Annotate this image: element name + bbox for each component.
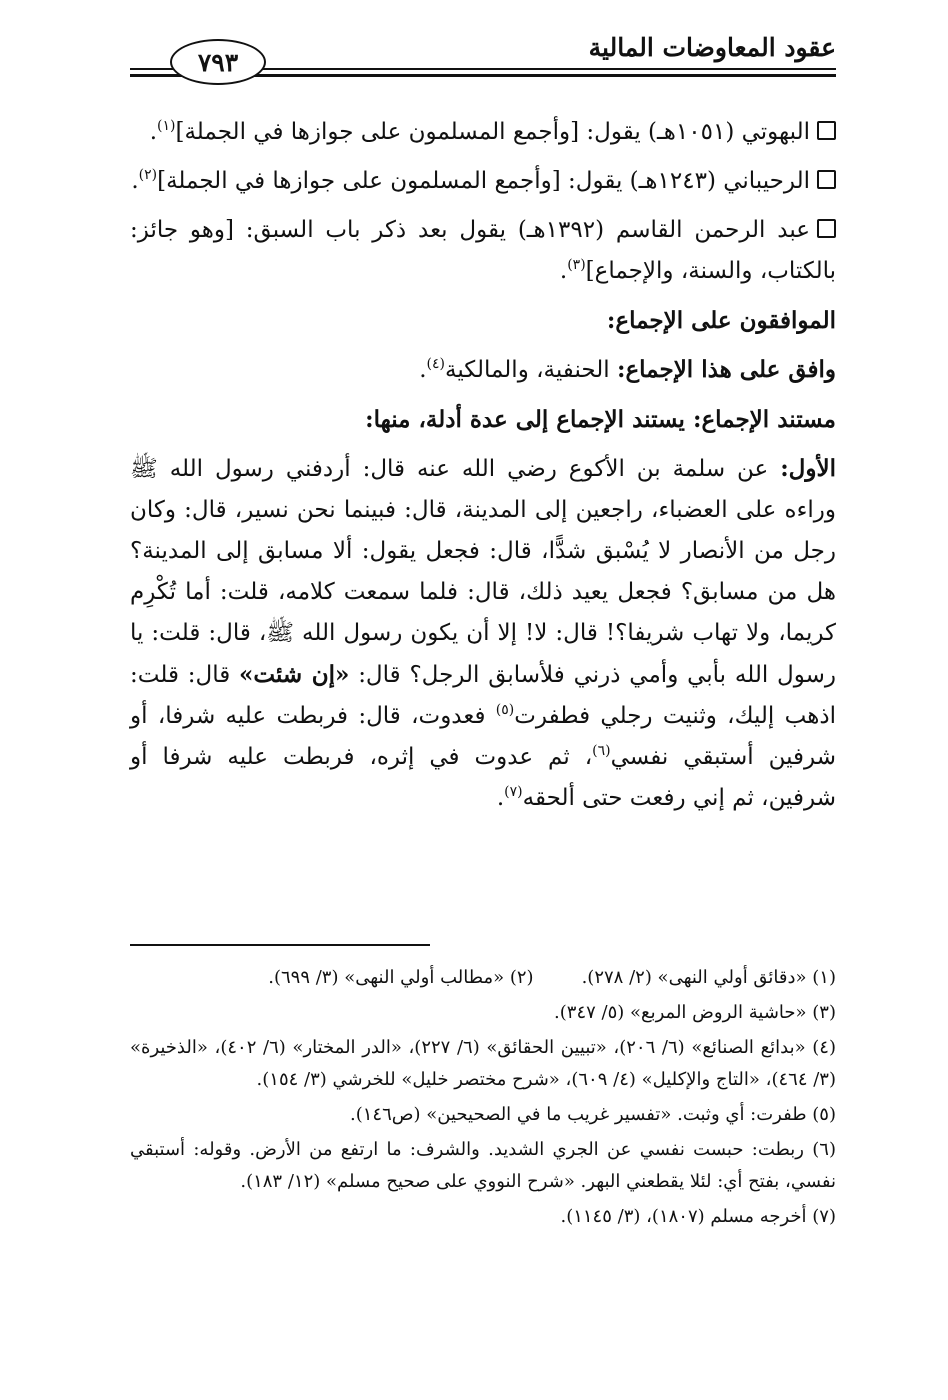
book-title: عقود المعاوضات المالية <box>588 33 836 62</box>
heading-basis: مستند الإجماع: يستند الإجماع إلى عدة أدلة، منها: <box>365 406 836 433</box>
footnote-6: (٦) ربطت: حبست نفسي عن الجري الشديد. والشرف: ما ارتفع من الأرض. وقوله: أستبقي نفسي، بفتح أي: لئلا يقطعني البهر. «شرح النووي على صحيح مسلم» (١٢/ ١٨٣). <box>130 1139 836 1192</box>
footnote-2: (٢) «مطالب أولي النهى» (٣/ ٦٩٩). <box>268 967 534 988</box>
footnote-ref: (٦) <box>592 743 611 759</box>
heading-agreeing: الموافقون على الإجماع: <box>606 307 836 334</box>
citation-qasim: عبد الرحمن القاسم (١٣٩٢هـ) يقول بعد ذكر باب السبق: [وهو جائز: بالكتاب، والسنة، والإجماع]$^{(٣)}$. <box>130 217 836 284</box>
first-label: الأول: <box>780 455 837 482</box>
page-header <box>130 30 836 80</box>
footnote-ref: (٢) <box>138 167 158 183</box>
footnote-separator <box>130 944 430 946</box>
footnote-row <box>130 962 836 994</box>
footnote-ref: (١) <box>157 118 176 134</box>
first-text-d: ، ثم عدوت في إثره، فربطت عليه شرفا أو شرفين، ثم إني رفعت حتى ألحقه <box>130 744 836 811</box>
prophet-quote: «إن شئت» <box>239 661 350 688</box>
agreeing-label: وافق على هذا الإجماع: <box>616 356 836 383</box>
footnote-ref: (٧) <box>504 784 523 800</box>
footnote-5: (٥) طفرت: أي وثبت. «تفسير غريب ما في الصحيحين» (ص١٤٦). <box>350 1104 836 1125</box>
footnote-3: (٣) «حاشية الروض المربع» (٥/ ٣٤٧). <box>554 1002 836 1023</box>
first-text-a: عن سلمة بن الأكوع رضي الله عنه قال: أردفني رسول الله ﷺ وراءه على العضباء، راجعين إلى المدينة، قال: فبينما نحن نسير، قال: وكان رجل من الأنصار لا يُسْبق شدًّا، قال: فجعل يقول: ألا مسابق إلى المدينة؟ هل من مسابق؟ فجعل يعيد ذلك، قال: فلما سمعت كلامه، قلت: أما تُكْرِم كريما، ولا تهاب شريفا؟! قال: لا! إلا أن يكون رسول الله ﷺ، قال: قلت: يا رسول الله بأبي وأمي ذرني فلأسابق الرجل؟ قال: <box>130 456 837 688</box>
paragraph-text: الرحيباني (١٢٤٣هـ) يقول: [وأجمع المسلمون على جوازها في الجملة] <box>157 168 810 194</box>
citation-ruhaybani: الرحيباني (١٢٤٣هـ) يقول: [وأجمع المسلمون على جوازها في الجملة]$^{(٢)}$. <box>130 161 836 202</box>
first-evidence-paragraph: الأول: عن سلمة بن الأكوع رضي الله عنه قال: أردفني رسول الله ﷺ وراءه على العضباء، راجعين إلى المدينة، قال: فبينما نحن نسير، قال: وكان رجل من الأنصار لا يُسْبق شدًّا، قال: فجعل يقول: ألا مسابق إلى المدينة؟ هل من مسابق؟ فجعل يعيد ذلك، قال: فلما سمعت كلامه، قلت: أما تُكْرِم كريما، ولا تهاب شريفا؟! قال: لا! إلا أن يكون رسول الله ﷺ، قال: قلت: يا رسول الله بأبي وأمي ذرني فلأسابق الرجل؟ قال: «إن شئت» قال: قلت: اذهب إليك، وثنيت رجلي فطفرت$^{(٥)}$ فعدوت، قال: فربطت عليه شرفا، أو شرفين أستبقي نفسي$^{(٦)}$، ثم عدوت في إثره، فربطت عليه شرفا أو شرفين، ثم إني رفعت حتى ألحقه$^{(٧)}$. <box>130 455 837 811</box>
agreeing-paragraph: وافق على هذا الإجماع: الحنفية، والمالكية$^{(٤)}$. <box>419 356 836 383</box>
checkbox-bullet-icon <box>817 219 836 238</box>
first-text-c: فعدوت، قال: فربطت عليه شرفا، أو شرفين أستبقي نفسي <box>130 703 836 770</box>
checkbox-bullet-icon <box>817 170 836 189</box>
citation-bahuti: البهوتي (١٠٥١هـ) يقول: [وأجمع المسلمون على جوازها في الجملة]$^{(١)}$. <box>130 112 836 153</box>
footnote-1: (١) «دقائق أولي النهى» (٢/ ٢٧٨). <box>581 967 836 988</box>
page-number: ٧٩٣ <box>170 39 266 85</box>
checkbox-bullet-icon <box>817 121 836 140</box>
footnote-ref: (٥) <box>495 702 515 718</box>
footnotes <box>130 962 836 1236</box>
footnote-ref: (٤) <box>426 356 446 372</box>
footnote-ref: (٣) <box>567 257 586 273</box>
main-text <box>130 112 836 821</box>
first-text-b: قال: قلت: اذهب إليك، وثنيت رجلي فطفرت <box>130 662 836 729</box>
footnote-4: (٤) «بدائع الصنائع» (٦/ ٢٠٦)، «تبيين الحقائق» (٦/ ٢٢٧)، «الدر المختار» (٦/ ٤٠٢)، «الذخيرة» (٣/ ٤٦٤)، «التاج والإكليل» (٤/ ٦٠٩)، «شرح مختصر خليل» للخرشي (٣/ ١٥٤). <box>130 1037 836 1090</box>
paragraph-text: البهوتي (١٠٥١هـ) يقول: [وأجمع المسلمون على جوازها في الجملة] <box>175 119 810 145</box>
agreeing-text: الحنفية، والمالكية <box>445 357 610 383</box>
footnote-7: (٧) أخرجه مسلم (١٨٠٧)، (٣/ ١١٤٥). <box>560 1206 836 1227</box>
paragraph-text: عبد الرحمن القاسم (١٣٩٢هـ) يقول بعد ذكر باب السبق: [وهو جائز: بالكتاب، والسنة، والإجماع] <box>130 217 836 284</box>
